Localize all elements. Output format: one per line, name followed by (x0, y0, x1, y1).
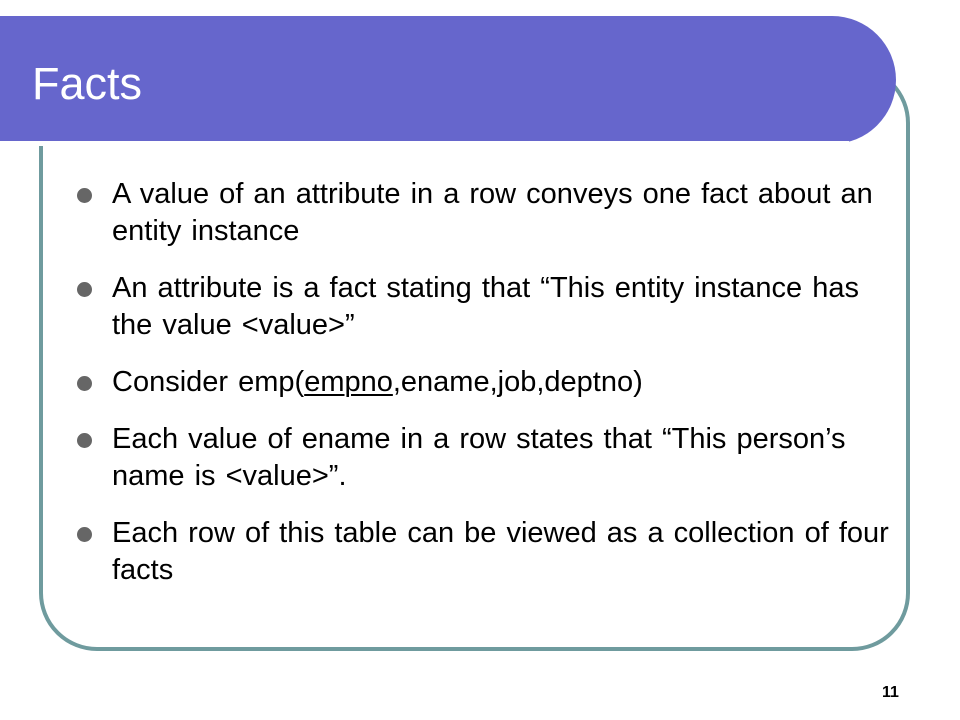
bullet-item-1 (77, 176, 902, 250)
bullet-list (77, 176, 902, 609)
bullet-dot-icon (77, 188, 92, 203)
page-number: 11 (882, 684, 899, 701)
underlined-primary-key: empno (304, 366, 393, 398)
bullet-text (112, 364, 902, 401)
slide-title: Facts (32, 58, 143, 109)
bullet-item-2 (77, 270, 902, 344)
bullet-dot-icon (77, 527, 92, 542)
bullet-text: Each row of this table can be viewed as a collection of four facts (112, 517, 889, 586)
bullet-dot-icon (77, 282, 92, 297)
bullet-item-5 (77, 515, 902, 589)
bullet-text: A value of an attribute in a row conveys one fact about an entity instance (112, 178, 873, 247)
bullet-text: An attribute is a fact stating that “This entity instance has the value <value>” (112, 272, 859, 341)
bullet-item-4 (77, 421, 902, 495)
bullet-dot-icon (77, 376, 92, 391)
title-bar (0, 16, 896, 144)
bullet-item-3 (77, 364, 902, 401)
bullet-text: Each value of ename in a row states that “This person’s name is <value>”. (112, 423, 846, 492)
title-divider (0, 141, 849, 146)
bullet-text-suffix: ,ename,job,deptno) (392, 366, 643, 398)
bullet-text-prefix: Consider emp( (112, 366, 305, 398)
bullet-dot-icon (77, 433, 92, 448)
